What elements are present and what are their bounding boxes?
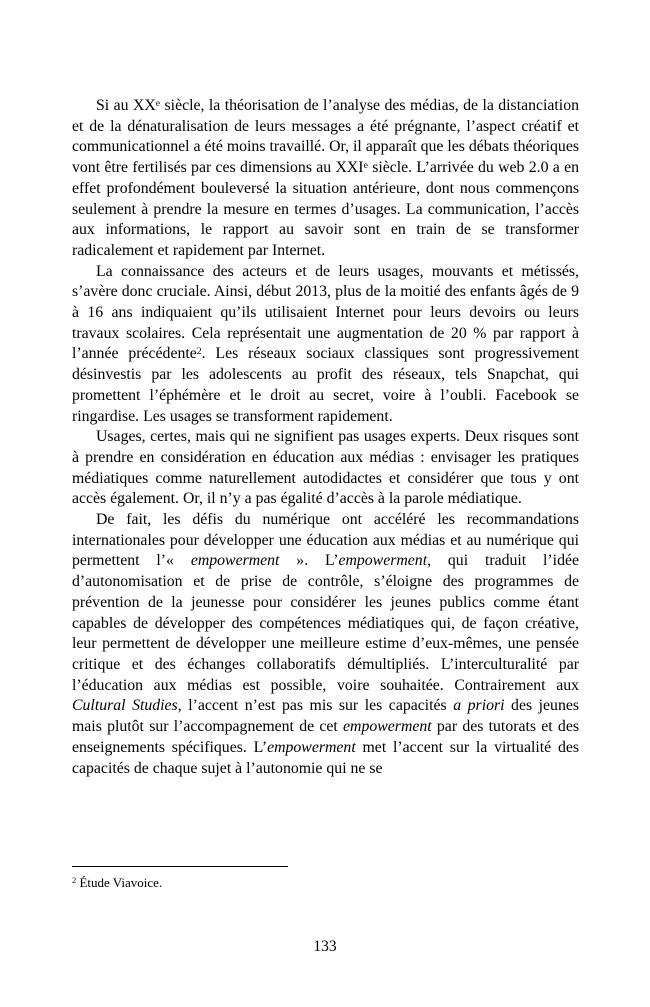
text-run: La connaissance des acteurs et de leurs usages, mouvants et métissés, s’avère donc cruciale. Ainsi, début 2013, plus de la moitié des enfants âgés de 9 à 16 ans indiquaient qu’ils utilisaient Internet pour leurs devoirs ou leurs travaux scolaires. Cela représentait une augmentation de 20 % par rapport à l’année précédente [72, 262, 579, 363]
paragraph [72, 96, 579, 262]
footnote-label: Étude Viavoice. [76, 875, 163, 890]
italic-text-run: a priori [453, 697, 505, 715]
text-run: Si au XX [96, 97, 156, 114]
text-run: siècle. L’arrivée du web 2.0 a en effet profondément bouleversé la situation antérieure, dont nous commençons seulement à prendre la mesure en termes d’usages. La communication, l’accès aux informations, le rapport au savoir sont en train de se transformer radicalement et rapidement par Internet. [72, 159, 580, 259]
text-run: Usages, certes, mais qui ne signifient pas usages experts. Deux risques sont à prendre en considération en éducation aux médias : envisager les pratiques médiatiques comme naturellement autodidactes et considérer que tous y ont accès également. Or, il n’y a pas égalité d’accès à la parole médiatique. [72, 428, 579, 508]
footnote-text [72, 874, 579, 891]
text-run: ». L’ [279, 552, 339, 570]
text-run: par des tutorats et des enseignements spécifiques. L’ [72, 718, 579, 756]
paragraph [72, 262, 579, 428]
paragraph [72, 427, 579, 510]
text-block [72, 96, 579, 779]
paragraph [72, 510, 579, 779]
superscript: e [155, 97, 161, 109]
text-run: met l’accent sur la virtualité des capacités de chaque sujet à l’autonomie qui ne se [72, 738, 580, 777]
text-run: , qui traduit l’idée d’autonomisation et de prise de contrôle, s’éloigne des programmes de prévention de la jeunesse pour considérer les jeunes publics comme étant capables de développer des compétences médiatiques qui, de façon créative, leur permettent de développer une meilleure estime d’eux-mêmes, une pensée critique et des échanges collaboratifs démultipliés. L’interculturalité par l’éducation aux médias est possible, voire souhaitée. Contrairement aux [72, 552, 579, 694]
footnote-separator-rule [72, 866, 288, 867]
text-run: , l’accent n’est pas mis sur les capacités [177, 697, 454, 715]
footnote-marker: 2 [72, 875, 77, 886]
text-run: siècle, la théorisation de l’analyse des médias, de la distanciation et de la dénaturalisation de leurs messages a été prégnante, l’aspect créatif et communicationnel a été moins travaillé. Or, il apparaît que les débats théoriques vont être fertilisés par ces dimensions au XXI [72, 97, 579, 177]
superscript: e [363, 159, 368, 171]
page-number: 133 [313, 938, 337, 955]
italic-text-run: Cultural Studies [72, 697, 178, 715]
text-run: . Les réseaux sociaux classiques sont progressivement désinvestis par les adolescents au profit des réseaux, tels Snapchat, qui promettent l’éphémère et le droit au secret, voire à l’oubli. Facebook se ringardise. Les usages se transforment rapidement. [72, 345, 579, 425]
italic-text-run: empowerment [338, 552, 428, 570]
italic-text-run: empowerment [190, 552, 280, 570]
italic-text-run: empowerment [343, 718, 432, 736]
italic-text-run: empowerment [267, 738, 356, 756]
text-run: De fait, les défis du numérique ont accéléré les recommandations internationales pour développer une éducation aux médias et au numérique qui permettent l’« [72, 511, 579, 570]
text-run: des jeunes mais plutôt sur l’accompagnement de cet [72, 697, 580, 736]
superscript: 2 [196, 346, 202, 358]
footnote [72, 866, 579, 891]
